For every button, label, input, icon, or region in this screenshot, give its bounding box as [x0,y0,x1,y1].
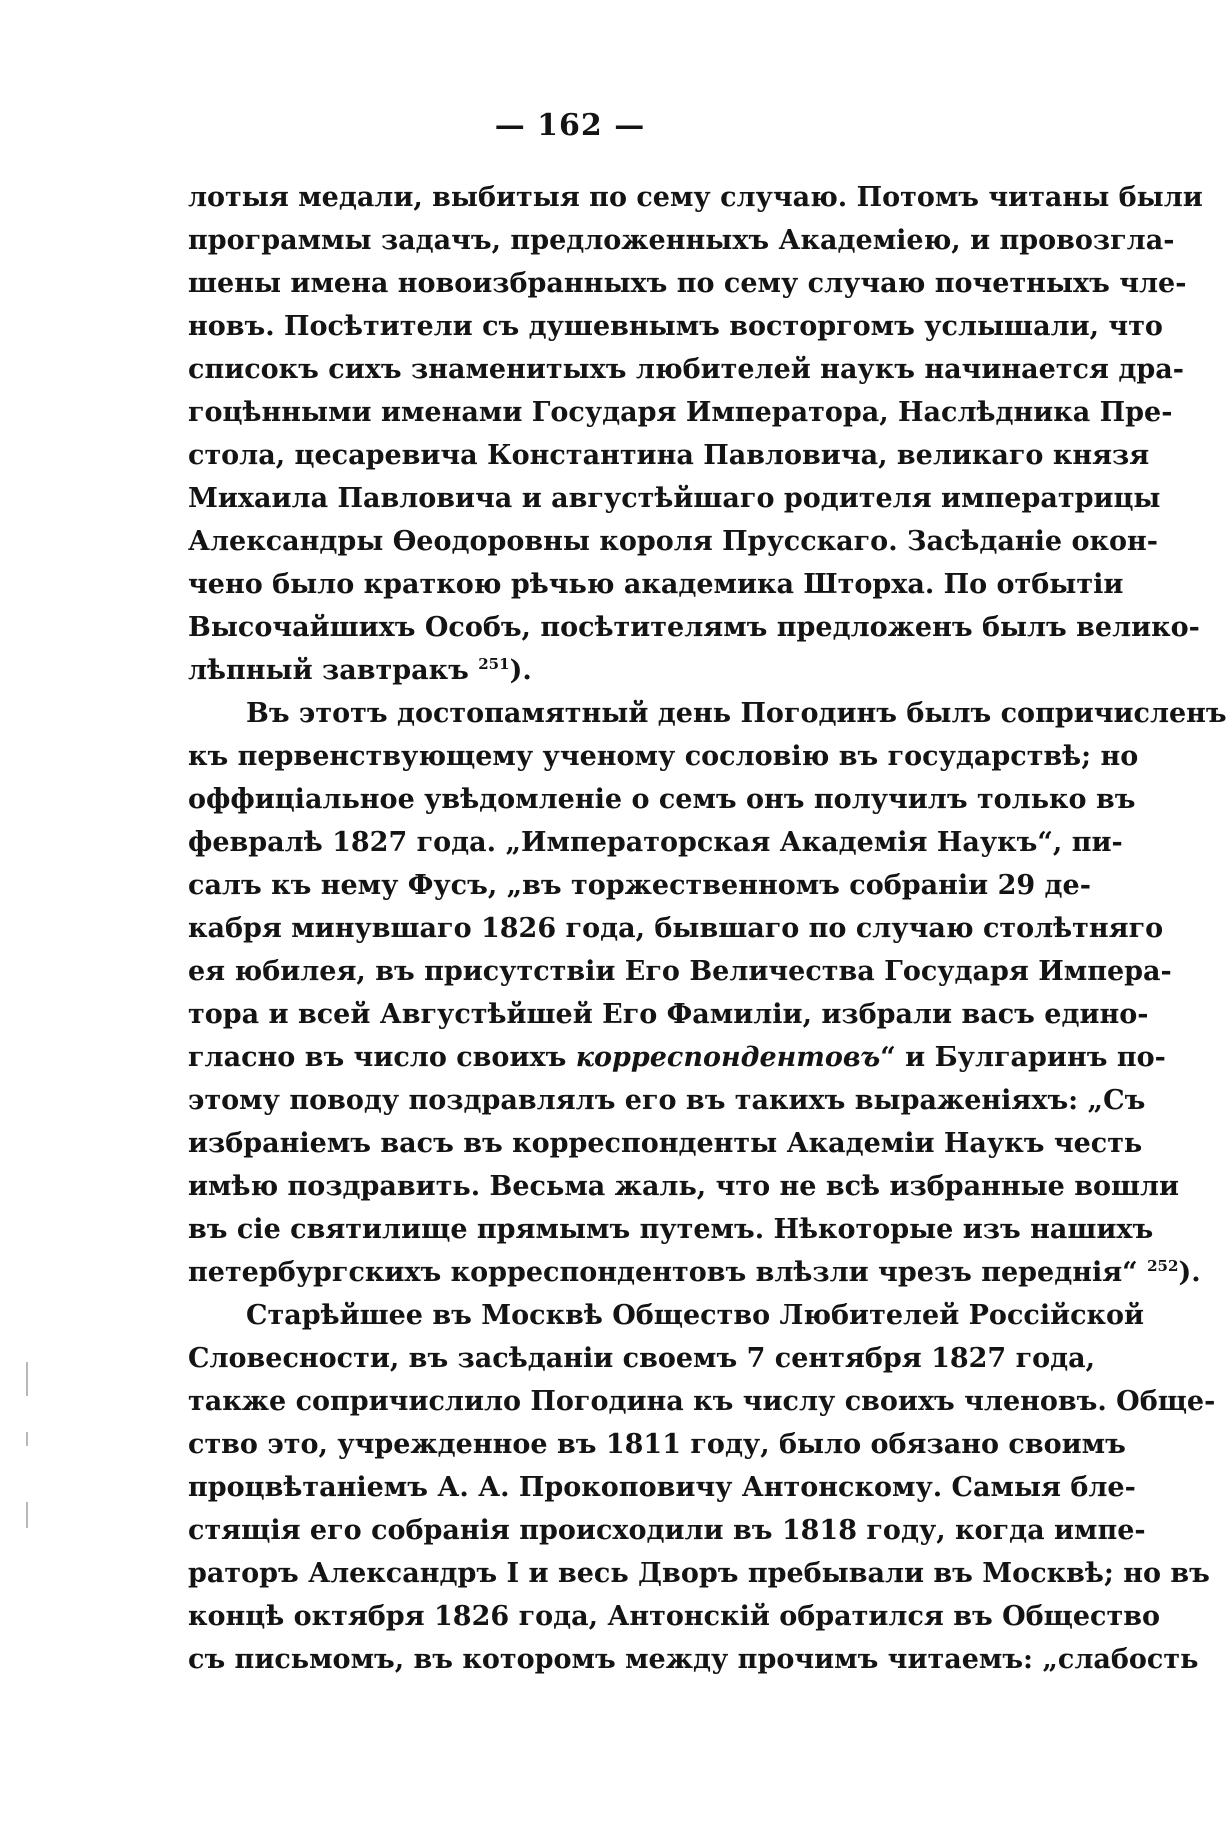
text-line: съ письмомъ, въ которомъ между прочимъ читаемъ: „слабость [188,1644,1199,1675]
text-line [188,1036,1166,1079]
text-line: гоцѣнными именами Государя Императора, Наслѣдника Пре- [188,397,1173,428]
text-line: кабря минувшаго 1826 года, бывшаго по случаю столѣтняго [188,913,1164,944]
text-line: оффиціальное увѣдомленіе о семъ онъ получилъ только въ [188,784,1136,815]
text-line: имѣю поздравить. Весьма жаль, что не всѣ избранные вошли [188,1171,1180,1202]
text-fragment: гласно въ число своихъ [188,1042,567,1073]
text-line: Старѣйшее въ Москвѣ Общество Любителей Россійской [246,1300,1145,1331]
text-line: Александры Ѳеодоровны короля Прусскаго. Засѣданіе окон- [188,526,1158,557]
italic-text: корреспондентовъ [575,1042,881,1073]
footnote-reference-close: ). [1178,1257,1201,1288]
text-line: списокъ сихъ знаменитыхъ любителей наукъ начинается дра- [188,354,1184,385]
page-number: — 162 — [494,108,646,143]
text-line [188,1251,1201,1294]
text-line: процвѣтаніемъ А. А. Прокоповичу Антонскому. Самыя бле- [188,1472,1136,1503]
footnote-reference-close: ). [509,655,532,686]
text-line: февралѣ 1827 года. „Императорская Академія Наукъ“, пи- [188,827,1123,858]
text-fragment: петербургскихъ корреспондентовъ влѣзли чрезъ переднія“ [188,1257,1138,1288]
text-line: стящія его собранія происходили въ 1818 году, когда импе- [188,1515,1146,1546]
text-line: избраніемъ васъ въ корреспонденты Академіи Наукъ честь [188,1128,1143,1159]
text-fragment: лѣпный завтракъ [188,655,469,686]
footnote-reference: 252 [1147,1257,1179,1275]
body-text [188,176,1227,1681]
text-line: также сопричислило Погодина къ числу своихъ членовъ. Обще- [188,1386,1216,1417]
scan-margin-mark [26,1362,28,1396]
text-line: программы задачъ, предложенныхъ Академіею, и провозгла- [188,225,1175,256]
scan-margin-mark [26,1432,28,1446]
text-line: Михаила Павловича и августѣйшаго родителя императрицы [188,483,1161,514]
text-line: чено было краткою рѣчью академика Шторха. По отбытіи [188,569,1124,600]
footnote-reference: 251 [478,655,510,673]
text-line: новъ. Посѣтители съ душевнымъ восторгомъ услышали, что [188,311,1163,342]
text-fragment: “ и Булгаринъ по- [880,1042,1166,1073]
text-line: концѣ октября 1826 года, Антонскій обратился въ Общество [188,1601,1160,1632]
text-line: шены имена новоизбранныхъ по сему случаю почетныхъ чле- [188,268,1187,299]
text-line: ея юбилея, въ присутствіи Его Величества Государя Импера- [188,956,1172,987]
text-line: стола, цесаревича Константина Павловича, великаго князя [188,440,1150,471]
text-line: Въ этотъ достопамятный день Погодинъ былъ сопричисленъ [246,698,1227,729]
text-line: тора и всей Августѣйшей Его Фамиліи, избрали васъ едино- [188,999,1149,1030]
text-line: къ первенствующему ученому сословію въ государствѣ; но [188,741,1139,772]
text-line: Высочайшихъ Особъ, посѣтителямъ предложенъ былъ велико- [188,612,1200,643]
scan-margin-mark [26,1502,28,1528]
text-line: этому поводу поздравлялъ его въ такихъ выраженіяхъ: „Съ [188,1085,1146,1116]
text-line [188,649,1048,692]
text-line: лотыя медали, выбитыя по сему случаю. Потомъ читаны были [188,182,1203,213]
text-line: ство это, учрежденное въ 1811 году, было обязано своимъ [188,1429,1126,1460]
text-line: Словесности, въ засѣданіи своемъ 7 сентября 1827 года, [188,1343,1096,1374]
text-line: салъ къ нему Фусъ, „въ торжественномъ собраніи 29 де- [188,870,1091,901]
text-line: раторъ Александръ I и весь Дворъ пребывали въ Москвѣ; но въ [188,1558,1210,1589]
text-line: въ сіе святилище прямымъ путемъ. Нѣкоторые изъ нашихъ [188,1214,1154,1245]
